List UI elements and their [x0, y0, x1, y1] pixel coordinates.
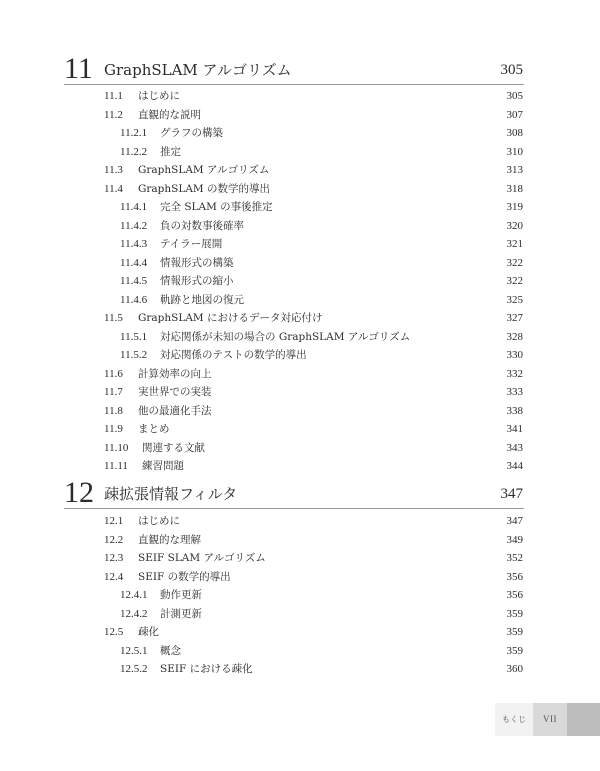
toc-entry-page: 332	[506, 367, 523, 380]
toc-section-row	[0, 420, 600, 438]
toc-section-row	[0, 383, 600, 401]
toc-entry-number: 12.3	[104, 552, 124, 564]
toc-entry-number: 11.4.5	[120, 275, 148, 287]
toc-section-row	[0, 457, 600, 475]
toc-entry-title: 他の最適化手法	[138, 404, 212, 417]
toc-entry-page: 356	[506, 570, 523, 583]
toc-entry-number: 11.7	[104, 386, 123, 398]
toc-subsection-row	[0, 143, 600, 161]
toc-entry-title: 対応関係が未知の場合の GraphSLAM アルゴリズム	[160, 330, 411, 343]
toc-entry-title: 対応関係のテストの数学的導出	[160, 349, 307, 361]
toc-entry-number: 12.2	[104, 533, 124, 546]
toc-entry-number: 11.2	[104, 108, 123, 121]
toc-entry-number: 11.2.1	[120, 127, 148, 139]
toc-entry-number: 12.4.2	[120, 607, 148, 620]
toc-entry-title: 疎化	[138, 626, 159, 638]
toc-section-row	[0, 106, 600, 124]
toc-entry-title: はじめに	[138, 515, 180, 527]
chapter-divider	[64, 84, 524, 85]
toc-section-row	[0, 180, 600, 198]
toc-entry-title: SEIF SLAM アルゴリズム	[138, 552, 266, 564]
toc-entry-title: 情報形式の構築	[160, 256, 234, 269]
toc-entry-page: 310	[506, 145, 523, 158]
toc-subsection-row	[0, 660, 600, 678]
toc-entry-title: 計測更新	[160, 607, 202, 620]
toc-entry-page: 356	[506, 589, 523, 601]
toc-subsection-row	[0, 605, 600, 623]
toc-section-row	[0, 309, 600, 327]
toc-entry-page: 330	[506, 349, 523, 361]
edge-tab	[567, 703, 600, 736]
toc-entry-number: 11.6	[104, 367, 123, 380]
toc-entry-page: 344	[506, 460, 523, 472]
toc-entry-title: 関連する文献	[142, 441, 205, 454]
toc-entry-title: 直観的な説明	[138, 108, 201, 121]
toc-entry-title: 計算効率の向上	[138, 367, 212, 380]
toc-entry-page: 347	[506, 515, 523, 527]
toc-subsection-row	[0, 254, 600, 272]
toc-entry-page: 322	[506, 256, 523, 269]
toc-entry-title: GraphSLAM の数学的導出	[138, 182, 270, 195]
toc-entry-number: 11.5.1	[120, 330, 148, 343]
toc-entry-number: 12.5.1	[120, 644, 148, 657]
toc-subsection-row	[0, 217, 600, 235]
toc-subsection-row	[0, 235, 600, 253]
toc-entry-page: 325	[506, 293, 523, 306]
toc-section-row	[0, 365, 600, 383]
page-numeral: VII	[533, 703, 567, 736]
toc-entry-page: 352	[506, 552, 523, 564]
toc-entry-page: 359	[506, 626, 523, 638]
toc-entry-page: 343	[506, 441, 523, 454]
toc-section-row	[0, 161, 600, 179]
toc-entry-title: まとめ	[138, 423, 170, 435]
toc-entry-number: 11.10	[104, 441, 129, 454]
toc-section-row	[0, 568, 600, 586]
toc-entry-page: 360	[506, 663, 523, 675]
toc-entry-page: 305	[506, 90, 523, 102]
toc-entry-title: 動作更新	[160, 589, 202, 601]
toc-section-row	[0, 623, 600, 641]
chapter-title: 疎拡張情報フィルタ	[104, 485, 238, 503]
toc-entry-title: SEIF における疎化	[160, 663, 253, 675]
toc-entry-number: 12.5.2	[120, 663, 148, 675]
toc-entry-title: 情報形式の縮小	[160, 275, 234, 287]
toc-subsection-row	[0, 346, 600, 364]
toc-entry-number: 11.1	[104, 90, 123, 102]
toc-entry-page: 319	[506, 201, 523, 213]
toc-entry-page: 320	[506, 219, 523, 232]
chapter-heading	[0, 476, 600, 510]
chapter-number: 11	[64, 52, 93, 85]
chapter-title: GraphSLAM アルゴリズム	[104, 61, 292, 79]
toc-entry-number: 11.4.4	[120, 256, 148, 269]
toc-entry-number: 11.4.3	[120, 238, 148, 250]
toc-entry-page: 338	[506, 404, 523, 417]
toc-subsection-row	[0, 586, 600, 604]
toc-entry-title: GraphSLAM アルゴリズム	[138, 164, 270, 176]
chapter-page: 347	[500, 486, 523, 502]
toc-entry-page: 318	[506, 182, 523, 195]
toc-entry-title: テイラー展開	[160, 238, 223, 250]
toc-subsection-row	[0, 272, 600, 290]
toc-entry-title: グラフの構築	[160, 127, 223, 139]
toc-entry-title: 負の対数事後確率	[160, 219, 244, 232]
toc-section-row	[0, 439, 600, 457]
toc-section-row	[0, 87, 600, 105]
toc-entry-title: 推定	[160, 145, 181, 158]
toc-entry-number: 12.5	[104, 626, 124, 638]
toc-entry-page: 333	[506, 386, 523, 398]
toc-entry-title: 概念	[160, 644, 181, 657]
toc-entry-page: 359	[506, 644, 523, 657]
toc-entry-page: 341	[506, 423, 523, 435]
toc-entry-number: 11.3	[104, 164, 123, 176]
toc-entry-title: 軌跡と地図の復元	[160, 293, 244, 306]
toc-subsection-row	[0, 328, 600, 346]
toc-subsection-row	[0, 198, 600, 216]
toc-entry-title: 実世界での実装	[138, 386, 212, 398]
toc-entry-number: 11.4	[104, 182, 123, 195]
toc-entry-number: 11.4.2	[120, 219, 148, 232]
toc-entry-number: 11.5.2	[120, 349, 148, 361]
toc-section-row	[0, 402, 600, 420]
chapter-heading	[0, 52, 600, 86]
toc-entry-page: 328	[506, 330, 523, 343]
toc-entry-number: 11.4.1	[120, 201, 148, 213]
toc-entry-title: GraphSLAM におけるデータ対応付け	[138, 312, 323, 324]
toc-entry-number: 11.5	[104, 312, 123, 324]
section-tab: もくじ	[495, 703, 533, 736]
toc-entry-page: 313	[506, 164, 523, 176]
toc-entry-page: 307	[506, 108, 523, 121]
toc-entry-title: はじめに	[138, 90, 180, 102]
chapter-divider	[64, 508, 524, 509]
toc-entry-number: 11.11	[104, 460, 128, 472]
toc-section-row	[0, 531, 600, 549]
toc-entry-page: 327	[506, 312, 523, 324]
toc-entry-number: 11.8	[104, 404, 123, 417]
chapter-page: 305	[500, 62, 523, 78]
toc-entry-title: 完全 SLAM の事後推定	[160, 201, 273, 213]
toc-entry-title: 直観的な理解	[138, 533, 201, 546]
toc-entry-number: 11.4.6	[120, 293, 148, 306]
toc-entry-page: 359	[506, 607, 523, 620]
toc-entry-title: SEIF の数学的導出	[138, 570, 231, 583]
toc-entry-page: 322	[506, 275, 523, 287]
toc-entry-number: 11.2.2	[120, 145, 148, 158]
toc-subsection-row	[0, 642, 600, 660]
toc-entry-page: 321	[506, 238, 523, 250]
toc-entry-number: 12.4.1	[120, 589, 148, 601]
toc-entry-page: 308	[506, 127, 523, 139]
toc-section-row	[0, 549, 600, 567]
toc-subsection-row	[0, 124, 600, 142]
toc-entry-number: 12.1	[104, 515, 124, 527]
toc-entry-number: 12.4	[104, 570, 124, 583]
toc-entry-number: 11.9	[104, 423, 123, 435]
toc-entry-title: 練習問題	[142, 460, 184, 472]
toc-section-row	[0, 512, 600, 530]
toc-entry-page: 349	[506, 533, 523, 546]
toc-subsection-row	[0, 291, 600, 309]
chapter-number: 12	[64, 476, 94, 509]
